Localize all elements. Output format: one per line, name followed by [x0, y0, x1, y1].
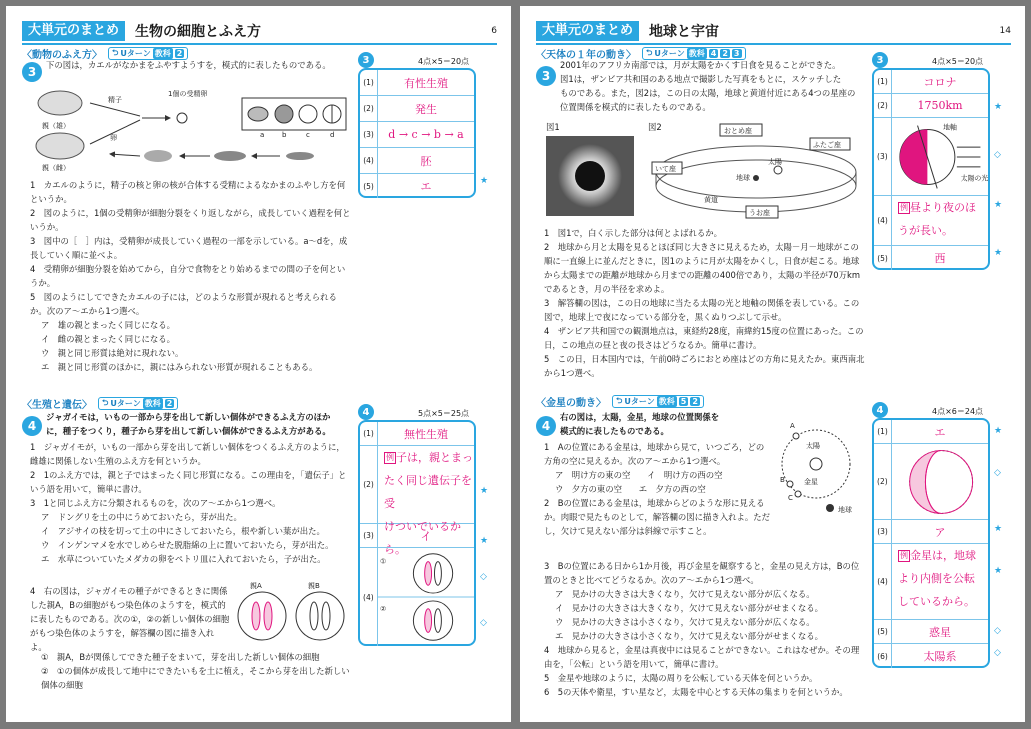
answer-number: 3	[872, 52, 888, 68]
example-badge: 例	[386, 453, 394, 462]
header-tag: 大単元のまとめ	[22, 21, 125, 41]
answer-box	[358, 68, 476, 198]
answer-number: 4	[872, 402, 888, 418]
answer-value: ア	[934, 525, 946, 539]
question: 1 Aの位置にある金星は，地球から見て，いつごろ，どの方角の空に見えるか。次のア～エから1つ選べ。	[544, 442, 765, 466]
section-title-text: 〈金星の動き〉	[536, 398, 606, 409]
intro-line: に，種子をつくり，種子から芽を出して新しい個体ができるふえ方がある。	[46, 426, 331, 436]
answer-row: (4) 例 昼より夜のほ うが長い。	[874, 196, 988, 246]
answer-line: より内側を公転	[898, 572, 975, 585]
zygote-label: 1個の受精卵	[168, 90, 208, 98]
intro-line: ジャガイモは，いもの一部から芽を出して新しい個体ができるふえ方のほか	[46, 412, 331, 422]
answer-value: 有性生殖	[404, 76, 448, 90]
intro-line: 模式的に表したものである。	[560, 426, 669, 436]
ref-badge: 2	[692, 397, 698, 406]
choice: ア 明け方の東の空	[555, 470, 631, 480]
ecliptic-label: 黄道	[704, 196, 718, 204]
section-title-text: 〈動物のふえ方〉	[22, 50, 102, 61]
answer-row: (1) コロナ	[874, 70, 988, 94]
question: 4 受精卵が細胞分裂を始めてから，自分で食物をとり始めるまでの間の子を何というか。	[30, 264, 346, 288]
question: 2 Bの位置にある金星は，地球からどのような形に見えるか。肉眼で見たものとして，解答欄の図に描き入れよ。ただし，欠けて見えない部分は斜線で示すこと。	[544, 498, 770, 536]
parent-b-label: 親B	[308, 582, 320, 590]
question-list	[544, 226, 866, 380]
answer-value: d → c → b → a	[388, 128, 464, 141]
choice: エ 水草についていたメダカの卵をペトリ皿に入れておいたら，子が出た。	[41, 554, 326, 564]
section-title	[22, 396, 178, 411]
ref-badge: 4	[710, 49, 717, 58]
ref-badge: 教科	[144, 399, 161, 408]
choice: イ 雌の親とまったく同じになる。	[41, 334, 175, 344]
answer-value: 無性生殖	[404, 427, 448, 441]
points-label: 5点×5＝25点	[418, 409, 470, 418]
question: 4 地球から見ると，金星は真夜中には見ることができない。これはなぜか。その理由を，「公転」という語を用いて，簡単に書け。	[544, 645, 860, 669]
choice: ウ 夕方の東の空	[555, 484, 622, 494]
answer-value: 太陽系	[923, 650, 957, 663]
uturn-label: Uターン	[110, 399, 141, 408]
answer-row: (1) 無性生殖	[360, 422, 474, 446]
constellation-label: いて座	[655, 165, 676, 173]
answer-value: コロナ	[923, 75, 957, 89]
answer-line: 金星は，地球	[910, 549, 976, 562]
question: 3 図中の［ ］内は，受精卵が成長していく過程の一部を示している。a～dを，成長していく順に並べよ。	[30, 236, 348, 260]
chromosome-figure	[232, 580, 352, 642]
question: 3 1と同じふえ方に分類されるものを，次のア～エから1つ選べ。	[30, 498, 281, 508]
uturn-link[interactable]: ⮌ Uターン 教科 4 2 3	[642, 47, 746, 60]
star-icon: ★	[994, 426, 1003, 436]
choice: エ 夕方の西の空	[638, 484, 706, 494]
answer-value: エ	[934, 425, 946, 439]
stage-c-label: c	[306, 131, 310, 139]
question: 3 解答欄の図は，この日の地球に当たる太陽の光と地軸の関係を表している。この図で，地球上で夜になっている部分を，黒くぬりつぶして示せ。	[544, 298, 860, 322]
intro-line: 位置関係を模式的に表したものである。	[560, 102, 711, 112]
header-title: 地球と宇宙	[649, 24, 720, 40]
stage-d-label: d	[330, 131, 335, 139]
example-badge: 例	[900, 203, 908, 212]
ref-badge: 教科	[658, 397, 675, 406]
star-icon: ★	[480, 176, 489, 186]
answer-value	[892, 544, 988, 613]
stage-b-label: b	[282, 131, 287, 139]
section-title	[536, 394, 704, 409]
ref-badge: 2	[176, 49, 183, 58]
constellation-label: うお座	[749, 209, 770, 217]
answer-box	[872, 68, 990, 270]
uturn-label: Uターン	[624, 397, 655, 406]
earth-label: 地球	[736, 174, 750, 182]
star-icon: ★	[480, 536, 489, 546]
answer-row: (1) エ	[874, 420, 988, 444]
question-list	[30, 440, 352, 566]
answer-box	[872, 418, 990, 668]
answer-line: うが長い。	[898, 224, 953, 237]
venus-orbit-figure	[772, 414, 868, 518]
choice-row	[544, 482, 770, 496]
answer-row: (4) 胚	[360, 148, 474, 174]
answer-value: エ	[420, 180, 432, 193]
answer-value: 惑星	[929, 625, 951, 639]
diamond-icon: ◇	[994, 468, 1001, 478]
right-header	[536, 20, 1011, 42]
intro-line: 2001年のアフリカ南部では，月が太陽をかくす日食を見ることができた。	[560, 60, 841, 70]
star-icon: ★	[994, 566, 1003, 576]
choice: イ 明け方の西の空	[647, 470, 723, 480]
eclipse-photo	[546, 136, 634, 216]
position-a-label: A	[790, 422, 795, 430]
question: 1 図1で，白く示した部分は何とよばれるか。	[544, 228, 722, 238]
ref-badge: 3	[733, 49, 740, 58]
uturn-label: Uターン	[120, 49, 151, 58]
axis-label: 地軸	[942, 122, 957, 131]
points-label: 4点×5＝20点	[932, 57, 984, 66]
section-title-text: 〈天体の１年の動き〉	[536, 50, 636, 61]
parent-male-label: 親（雄）	[42, 122, 70, 130]
points-label: 4点×5＝20点	[418, 57, 470, 66]
question: 2 図のように，1個の受精卵が細胞分裂をくり返しながら，成長していく過程を何というか。	[30, 208, 351, 232]
answer-row: (2) 発生	[360, 96, 474, 122]
intro-line: 図1は，ザンビア共和国のある地点で撮影した写真をもとに，スケッチした	[560, 74, 842, 84]
choice: ア 見かけの大きさは大きくなり，欠けて見えない部分が広くなる。	[555, 589, 815, 599]
question-number: 3	[22, 62, 42, 82]
sub-label: ①	[379, 557, 386, 566]
intro-line: 右の図は，太陽，金星，地球の位置関係を	[560, 412, 720, 422]
answer-row: (3) イ	[360, 524, 474, 548]
question-list-a	[544, 440, 770, 538]
question-list	[30, 178, 352, 374]
question-number: 4	[536, 416, 556, 436]
answer-value: 1750km	[917, 99, 963, 112]
question-intro	[560, 410, 770, 438]
sun-label: 太陽	[768, 158, 782, 166]
star-icon: ★	[994, 102, 1003, 112]
diamond-icon: ◇	[994, 150, 1001, 160]
choice: ウ 親と同じ形質は絶対に現れない。	[41, 348, 184, 358]
frog-lifecycle-figure	[30, 78, 350, 178]
star-icon: ★	[994, 248, 1003, 258]
section-title-text: 〈生殖と遺伝〉	[22, 400, 92, 411]
page-number: 6	[491, 26, 497, 36]
question-intro	[560, 58, 864, 114]
uturn-link[interactable]: ⮌ Uターン 教科 2	[98, 397, 178, 410]
answer-value: 発生	[415, 102, 437, 116]
question: 3 Bの位置にある日から1か月後，再び金星を観察すると，金星の見え方は，Bの位置のときと比べてどうなるか。次のア～エから1つ選べ。	[544, 561, 860, 585]
star-icon: ★	[994, 524, 1003, 534]
answer-row: (2)	[874, 444, 988, 520]
answer-row: (2) 例 子は，親とまっ たく同じ遺伝子を受 けついでいるから。	[360, 446, 474, 524]
answer-number: 4	[358, 404, 374, 420]
answer-line: たく同じ遺伝子を受	[384, 474, 472, 510]
question: 5 金星や地球のように，太陽の周りを公転している天体を何というか。	[544, 673, 818, 683]
venus-shape-figure	[892, 445, 988, 519]
answer-row: (4) 例 金星は，地球 より内側を公転 しているから。	[874, 544, 988, 620]
question: 6 5の天体や衛星，すい星など，太陽を中心とする天体の集まりを何というか。	[544, 687, 848, 697]
choice: ア ドングリを土の中にうめておいたら，芽が出た。	[41, 512, 242, 522]
ref-badge: 2	[166, 399, 173, 408]
question-intro: 下の図は，カエルがなかまをふやすようすを，模式的に表したものである。	[46, 60, 331, 70]
sunlight-label: 太陽の光	[960, 174, 988, 183]
header-rule	[22, 43, 497, 45]
uturn-label: Uターン	[654, 49, 685, 58]
answer-value: 胚	[420, 154, 432, 168]
question-list-b	[544, 559, 866, 699]
points-label: 4点×6＝24点	[932, 407, 984, 416]
question: 1 カエルのように，精子の核と卵の核が合体する受精によるなかまのふやし方を何というか。	[30, 180, 346, 204]
left-page	[6, 6, 511, 722]
question: 5 この日，日本国内では，午前0時ごろにおとめ座はどの方角に見えたか。東西南北から1つ選べ。	[544, 354, 865, 378]
answer-line: 昼より夜のほ	[910, 201, 976, 214]
sperm-label: 精子	[108, 96, 122, 104]
ref-badge: 教科	[154, 49, 171, 58]
answer-row: (4) ① ②	[360, 548, 474, 646]
earth-label: 地球	[838, 506, 852, 514]
answer-row: (5) 西	[874, 246, 988, 270]
parent-female-label: 親（雌）	[42, 164, 70, 172]
answer-row: (3) d → c → b → a	[360, 122, 474, 148]
answer-row: (3) 地軸 太陽の光	[874, 118, 988, 196]
question: 2 地球から月と太陽を見るとほぼ同じ大きさに見えるため，太陽－月－地球がこの順に一直線上に並んだときに，図1のように月が太陽をかくし，日食が起こる。地球から太陽までの距離が地球から月までの距離の400倍であり，太陽の半径が70万kmであるとき，月の半径を求めよ。	[544, 242, 861, 294]
sub-label: ②	[379, 604, 386, 613]
question-number: 3	[536, 66, 556, 86]
choice-row	[544, 468, 770, 482]
example-badge: 例	[900, 551, 908, 560]
constellation-label: おとめ座	[724, 127, 752, 135]
sub-question: ① 親A，Bが関係してできた種子をまいて，芽を出した新しい個体の細胞	[41, 652, 320, 662]
answer-row: (5) 惑星	[874, 620, 988, 644]
ecliptic-figure	[648, 122, 864, 226]
diamond-icon: ◇	[480, 572, 487, 582]
intro-line: ものである。また，図2は，この日の太陽，地球と黄道付近にある4つの星座の	[560, 88, 856, 98]
answer-row: (3) ア	[874, 520, 988, 544]
answer-line: 子は，親とまっ	[396, 451, 473, 464]
question-4: 4 右の図は，ジャガイモの種子ができるときに関係した親A，Bの細胞がもつ染色体のようすを，模式的に表したものである。次の①，②の新しい個体の細胞がもつ染色体のようすを，解答欄の図に描き入れよ。	[30, 586, 230, 652]
sub-question: ② ①の個体が成長して地中にできたいもを土に植え，そこから芽を出した新しい個体の細胞	[41, 666, 350, 690]
answer-value: イ	[420, 529, 432, 543]
answer-box	[358, 420, 476, 646]
answer-line: けついでいるから。	[384, 520, 461, 556]
uturn-link[interactable]: ⮌ Uターン 教科 2	[108, 47, 188, 60]
constellation-label: ふたご座	[813, 141, 841, 149]
header-rule	[536, 43, 1011, 45]
earth-night-figure	[892, 119, 988, 195]
sun-label: 太陽	[806, 442, 820, 450]
page-number: 14	[999, 26, 1011, 36]
answer-row: (6) 太陽系	[874, 644, 988, 668]
star-icon: ★	[480, 486, 489, 496]
answer-row: (2) 1750km	[874, 94, 988, 118]
venus-label: 金星	[804, 478, 818, 486]
question: 2 1のふえ方では，親と子ではまったく同じ形質になる。この理由を，「遺伝子」という語を用いて，簡単に書け。	[30, 470, 347, 494]
answer-row: (5) エ	[360, 174, 474, 198]
parent-a-label: 親A	[250, 582, 262, 590]
question: 1 ジャガイモが，いもの一部から芽を出して新しい個体をつくるふえ方のように，雌雄に関係しない生殖のふえ方を何というか。	[30, 442, 345, 466]
ref-badge: 教科	[688, 49, 705, 58]
sub-question-list	[30, 650, 352, 692]
star-icon: ★	[994, 200, 1003, 210]
question: 4 ザンビア共和国での観測地点は，東経約28度，南緯約15度の位置にあった。この日，この地点の昼と夜の長さはどうなるか。簡単に書け。	[544, 326, 864, 350]
question-intro	[46, 410, 356, 438]
choice: ウ インゲンマメを水でしめらせた脱脂綿の上に置いておいたら，芽が出た。	[41, 540, 334, 550]
answer-value	[892, 196, 988, 242]
left-header	[22, 20, 497, 42]
diamond-icon: ◇	[994, 626, 1001, 636]
choice: エ 見かけの大きさは小さくなり，欠けて見えない部分がせまくなる。	[555, 631, 823, 641]
figure-2-label: 図2	[648, 122, 662, 132]
answer-line: しているから。	[898, 595, 975, 608]
question: 5 図のようにしてできたカエルの子には，どのような形質が現れると考えられるか。次のア～エから1つ選べ。	[30, 292, 337, 316]
choice: イ アジサイの枝を切って土の中にさしておいたら，根や新しい葉が出た。	[41, 526, 325, 536]
egg-label: 卵	[110, 134, 117, 142]
choice: イ 見かけの大きさは大きくなり，欠けて見えない部分がせまくなる。	[555, 603, 823, 613]
answer-value: 西	[934, 252, 946, 265]
right-page	[520, 6, 1025, 722]
position-b-label: B	[780, 476, 785, 484]
stage-a-label: a	[260, 131, 265, 139]
figure-1-label: 図1	[546, 122, 560, 132]
answer-row: (1) 有性生殖	[360, 70, 474, 96]
diamond-icon: ◇	[480, 618, 487, 628]
ref-badge: 2	[722, 49, 728, 58]
choice: ア 雄の親とまったく同じになる。	[41, 320, 175, 330]
choice: ウ 見かけの大きさは小さくなり，欠けて見えない部分が広くなる。	[555, 617, 815, 627]
diamond-icon: ◇	[994, 648, 1001, 658]
answer-number: 3	[358, 52, 374, 68]
header-tag: 大単元のまとめ	[536, 21, 639, 41]
header-title: 生物の細胞とふえ方	[135, 24, 262, 40]
position-c-label: C	[788, 494, 793, 502]
choice: エ 親と同じ形質のほかに，親にはみられない形質が現れることもある。	[41, 362, 318, 372]
ref-badge: 5	[680, 397, 687, 406]
uturn-link[interactable]: ⮌ Uターン 教科 5 2	[612, 395, 704, 408]
chromosome-answer-figure	[378, 549, 474, 645]
question-number: 4	[22, 416, 42, 436]
